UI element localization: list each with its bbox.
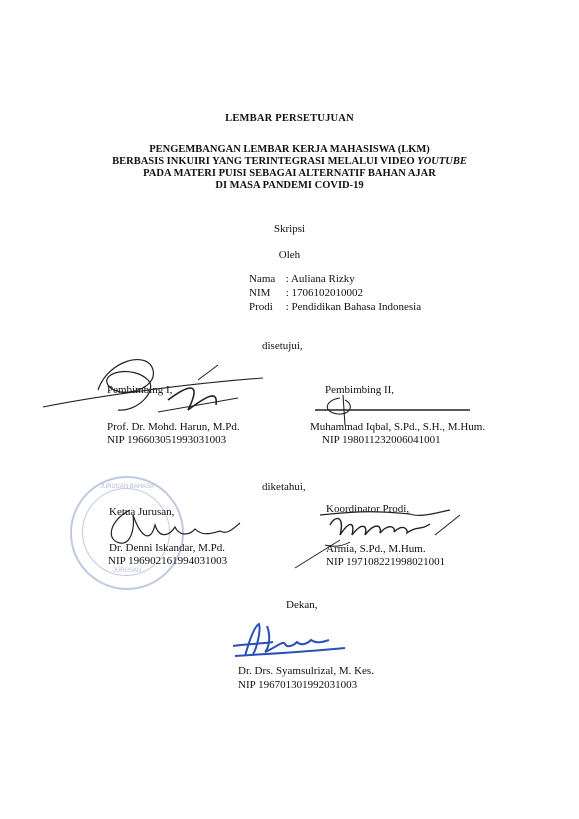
dean-role: Dekan, [286, 599, 318, 611]
coordinator-nip: NIP 197108221998021001 [326, 556, 446, 568]
identity-row-nim: NIM : 1706102010002 [249, 287, 364, 299]
supervisor2-role: Pembimbing II, [325, 384, 395, 396]
thesis-title-line-2: BERBASIS INKUIRI YANG TERINTEGRASI MELALUI VIDEO YOUTUBE [112, 156, 467, 167]
document-type: Skripsi [273, 223, 306, 235]
supervisor2-signature [310, 390, 500, 430]
acknowledged-label: diketahui, [262, 481, 306, 493]
identity-row-name: Nama : Auliana Rizky [249, 273, 355, 285]
supervisor1-signature [38, 340, 278, 420]
dean-nip: NIP 196701301992031003 [238, 679, 358, 691]
supervisor2-nip: NIP 198011232006041001 [322, 434, 441, 446]
dean-signature [225, 618, 355, 663]
head-department-role: Ketua Jurusan, [109, 506, 175, 518]
supervisor1-nip: NIP 196603051993031003 [107, 434, 227, 446]
approval-label: disetujui, [262, 340, 303, 352]
thesis-title-line-4: DI MASA PANDEMI COVID-19 [215, 180, 364, 191]
coordinator-name: Armia, S.Pd., M.Hum. [326, 543, 426, 555]
identity-row-prodi: Prodi : Pendidikan Bahasa Indonesia [249, 301, 422, 313]
head-department-nip: NIP 196902161994031003 [108, 555, 228, 567]
by-label: Oleh [278, 249, 301, 261]
head-department-name: Dr. Denni Iskandar, M.Pd. [109, 542, 225, 554]
dean-name: Dr. Drs. Syamsulrizal, M. Kes. [238, 665, 374, 677]
thesis-title-line-1: PENGEMBANGAN LEMBAR KERJA MAHASISWA (LKM) [149, 144, 430, 155]
supervisor2-name: Muhammad Iqbal, S.Pd., S.H., M.Hum. [310, 421, 486, 433]
thesis-title [0, 144, 579, 192]
stamp-top-text: JURUSAN BAHASA [99, 484, 155, 490]
head-department-signature [95, 505, 255, 550]
student-identity [249, 272, 421, 314]
coordinator-role: Koordinator Prodi, [326, 503, 410, 515]
thesis-title-line-3: PADA MATERI PUISI SEBAGAI ALTERNATIF BAHAN AJAR [143, 168, 436, 179]
supervisor1-name: Prof. Dr. Mohd. Harun, M.Pd. [107, 421, 240, 433]
stamp-bottom-text: JURUSAN [112, 568, 142, 574]
supervisor1-role: Pembimbing I, [107, 384, 173, 396]
coordinator-signature [290, 500, 470, 575]
page-title: LEMBAR PERSETUJUAN [225, 113, 354, 124]
